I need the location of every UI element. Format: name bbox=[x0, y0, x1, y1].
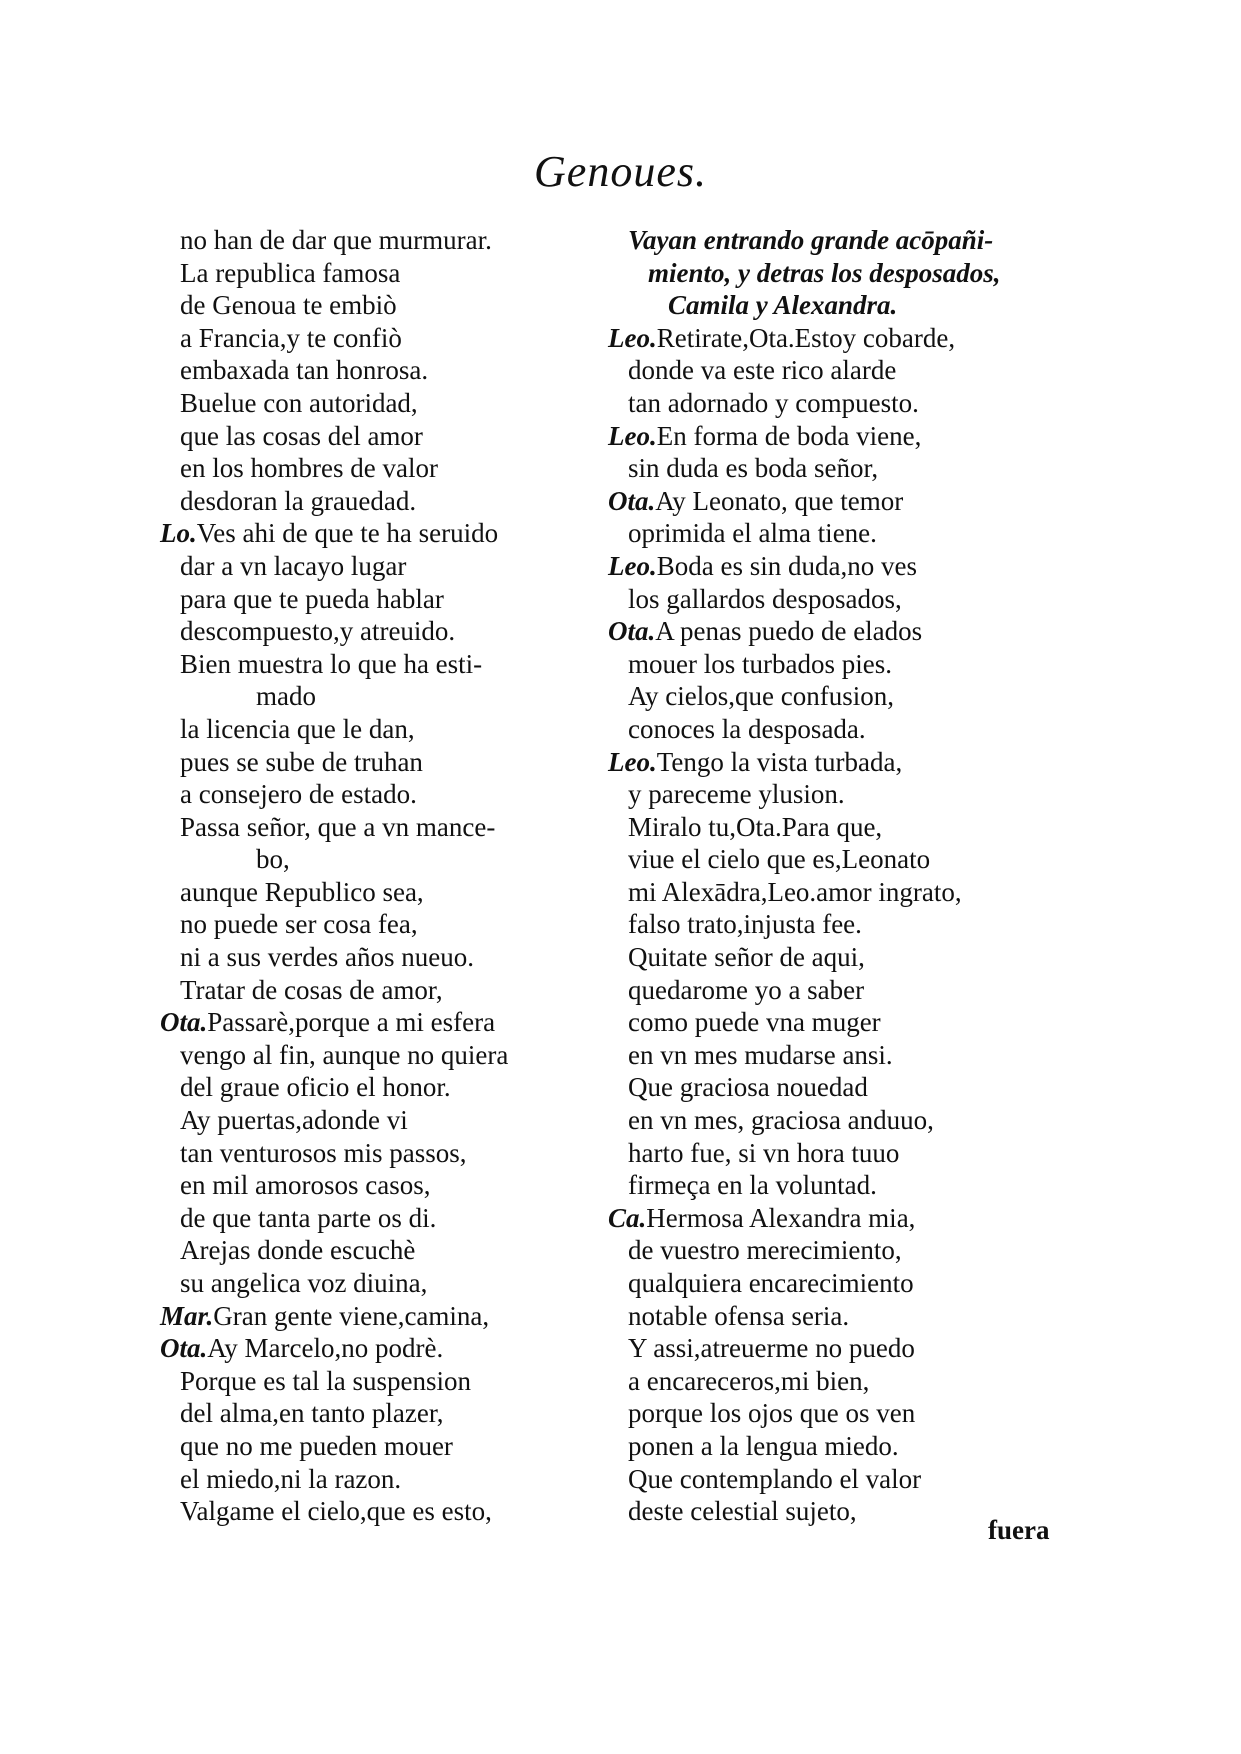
verse-text: Buelue con autoridad, bbox=[180, 387, 418, 418]
verse-text: a consejero de estado. bbox=[180, 779, 417, 810]
verse-text: tan adornado y compuesto. bbox=[628, 387, 919, 418]
verse-text: En forma de boda viene, bbox=[656, 420, 922, 451]
verse-text: desdoran la grauedad. bbox=[180, 485, 417, 516]
verse-text: La republica famosa bbox=[180, 257, 401, 288]
verse-text: Ay Marcelo,no podrè. bbox=[207, 1333, 444, 1364]
verse-text: Porque es tal la suspension bbox=[180, 1365, 471, 1396]
speaker-label: Ota. bbox=[608, 485, 656, 516]
verse-line bbox=[180, 485, 620, 518]
verse-text: Hermosa Alexandra mia, bbox=[646, 1202, 916, 1233]
speaker-label: Mar. bbox=[160, 1300, 214, 1331]
verse-text: Arejas donde escuchè bbox=[180, 1235, 416, 1266]
verse-text: como puede vna muger bbox=[628, 1007, 881, 1038]
stage-direction-line: miento, y detras los desposados, bbox=[648, 257, 1001, 288]
verse-line bbox=[160, 1006, 620, 1039]
verse-text: Passa señor, que a vn mance- bbox=[180, 811, 496, 842]
verse-text: su angelica voz diuina, bbox=[180, 1268, 428, 1298]
verse-line bbox=[180, 322, 620, 355]
verse-line bbox=[180, 1365, 620, 1398]
verse-text: del graue oficio el honor. bbox=[180, 1072, 451, 1103]
verse-line bbox=[180, 1202, 620, 1235]
verse-text: falso trato,injusta fee. bbox=[628, 909, 862, 940]
verse-line bbox=[628, 1234, 1058, 1267]
verse-text: mado bbox=[256, 681, 316, 712]
verse-text: Que graciosa nouedad bbox=[628, 1072, 868, 1103]
verse-line bbox=[628, 843, 1058, 876]
verse-line bbox=[628, 1104, 1058, 1137]
verse-line bbox=[160, 1300, 620, 1333]
speaker-label: Ota. bbox=[608, 616, 656, 647]
verse-text: viue el cielo que es,Leonato bbox=[628, 844, 931, 875]
verse-text: la licencia que le dan, bbox=[180, 713, 415, 744]
verse-line bbox=[180, 289, 620, 322]
verse-line bbox=[628, 1430, 1058, 1463]
verse-text: conoces la desposada. bbox=[628, 713, 866, 744]
verse-line bbox=[180, 1104, 620, 1137]
verse-line bbox=[180, 1039, 620, 1072]
stage-direction-line: Vayan entrando grande acōpañi- bbox=[628, 225, 994, 255]
verse-line bbox=[628, 583, 1058, 616]
speaker-label: Leo. bbox=[608, 322, 657, 353]
verse-line bbox=[180, 941, 620, 974]
verse-text: Bien muestra lo que ha esti- bbox=[180, 648, 483, 679]
verse-line bbox=[628, 1300, 1058, 1333]
verse-line bbox=[608, 420, 1058, 453]
verse-text: tan venturosos mis passos, bbox=[180, 1137, 467, 1168]
verse-text: Ves ahi de que te ha seruido bbox=[196, 518, 499, 549]
verse-line bbox=[628, 1071, 1058, 1104]
verse-line bbox=[180, 583, 620, 616]
verse-text: harto fue, si vn hora tuuo bbox=[628, 1137, 900, 1168]
verse-line bbox=[180, 1397, 620, 1430]
verse-text: para que te pueda hablar bbox=[180, 583, 444, 614]
verse-line bbox=[628, 1137, 1058, 1170]
verse-line bbox=[628, 680, 1058, 713]
verse-text: Retirate,Ota.Estoy cobarde, bbox=[656, 322, 956, 353]
verse-line bbox=[628, 648, 1058, 681]
left-column bbox=[160, 224, 620, 1528]
speaker-label: Ota. bbox=[160, 1007, 208, 1038]
verse-line bbox=[180, 648, 620, 681]
verse-line bbox=[180, 1169, 620, 1202]
verse-line bbox=[180, 778, 620, 811]
stage-direction-line: Camila y Alexandra. bbox=[668, 290, 898, 321]
speaker-label: Leo. bbox=[608, 746, 657, 777]
verse-text: deste celestial sujeto, bbox=[628, 1496, 857, 1527]
verse-text: Valgame el cielo,que es esto, bbox=[180, 1496, 492, 1527]
verse-line bbox=[628, 1332, 1058, 1365]
verse-line bbox=[180, 1234, 620, 1267]
speaker-label: Leo. bbox=[608, 420, 657, 451]
verse-text: Tengo la vista turbada, bbox=[656, 746, 903, 777]
verse-line bbox=[180, 550, 620, 583]
verse-text: Passarè,porque a mi esfera bbox=[207, 1007, 496, 1038]
verse-text: y pareceme ylusion. bbox=[628, 779, 845, 810]
verse-line bbox=[180, 1137, 620, 1170]
right-column bbox=[608, 224, 1058, 1528]
verse-line bbox=[608, 615, 1058, 648]
verse-text: sin duda es boda señor, bbox=[628, 453, 879, 484]
verse-text: firmeça en la voluntad. bbox=[628, 1170, 877, 1201]
verse-text: los gallardos desposados, bbox=[628, 583, 902, 614]
verse-line bbox=[180, 1430, 620, 1463]
verse-line bbox=[180, 1071, 620, 1104]
verse-line bbox=[628, 908, 1058, 941]
verse-line bbox=[160, 517, 620, 550]
verse-line bbox=[180, 257, 620, 290]
verse-text: a encareceros,mi bien, bbox=[628, 1365, 870, 1396]
verse-text: descompuesto,y atreuido. bbox=[180, 616, 456, 647]
verse-text: de que tanta parte os di. bbox=[180, 1202, 437, 1233]
verse-text: Gran gente viene,camina, bbox=[213, 1300, 490, 1331]
verse-line bbox=[160, 1332, 620, 1365]
verse-text: que las cosas del amor bbox=[180, 420, 423, 451]
verse-line bbox=[628, 452, 1058, 485]
verse-line bbox=[628, 713, 1058, 746]
verse-text: Ay puertas,adonde vi bbox=[180, 1105, 408, 1136]
verse-line bbox=[180, 908, 620, 941]
verse-text: en mil amorosos casos, bbox=[180, 1170, 431, 1201]
verse-text: porque los ojos que os ven bbox=[628, 1398, 916, 1429]
verse-line bbox=[628, 1397, 1058, 1430]
verse-text: ponen a la lengua miedo. bbox=[628, 1430, 899, 1461]
verse-text: A penas puedo de elados bbox=[655, 616, 923, 647]
verse-line bbox=[180, 876, 620, 909]
verse-text: en vn mes mudarse ansi. bbox=[628, 1039, 893, 1070]
verse-text: Tratar de cosas de amor, bbox=[180, 974, 443, 1005]
verse-text: mouer los turbados pies. bbox=[628, 648, 892, 679]
verse-text: de vuestro merecimiento, bbox=[628, 1235, 902, 1266]
verse-line bbox=[180, 452, 620, 485]
verse-text: dar a vn lacayo lugar bbox=[180, 550, 407, 581]
verse-line bbox=[628, 1463, 1058, 1496]
verse-line bbox=[180, 615, 620, 648]
verse-line bbox=[180, 746, 620, 779]
verse-line bbox=[180, 354, 620, 387]
verse-line bbox=[628, 1365, 1058, 1398]
verse-text: en los hombres de valor bbox=[180, 453, 438, 484]
verse-text: Boda es sin duda,no ves bbox=[656, 550, 917, 581]
verse-line bbox=[608, 550, 1058, 583]
verse-text: en vn mes, graciosa anduuo, bbox=[628, 1105, 934, 1136]
verse-text: vengo al fin, aunque no quiera bbox=[180, 1039, 509, 1070]
verse-line bbox=[180, 843, 620, 876]
verse-line bbox=[608, 746, 1058, 779]
verse-text: del alma,en tanto plazer, bbox=[180, 1398, 444, 1429]
verse-text: ni a sus verdes años nueuo. bbox=[180, 942, 474, 973]
verse-text: aunque Republico sea, bbox=[180, 876, 424, 907]
verse-line bbox=[628, 876, 1058, 909]
verse-line bbox=[628, 1169, 1058, 1202]
verse-line bbox=[628, 1039, 1058, 1072]
verse-text: Y assi,atreuerme no puedo bbox=[628, 1333, 915, 1364]
verse-line bbox=[628, 778, 1058, 811]
verse-text: Quitate señor de aqui, bbox=[628, 942, 865, 973]
verse-line bbox=[180, 420, 620, 453]
verse-text: Ay Leonato, que temor bbox=[655, 485, 904, 516]
speaker-label: Ca. bbox=[608, 1202, 647, 1233]
verse-text: donde va este rico alarde bbox=[628, 355, 897, 386]
verse-line bbox=[180, 1495, 620, 1528]
verse-text: embaxada tan honrosa. bbox=[180, 355, 429, 386]
verse-text: Que contemplando el valor bbox=[628, 1463, 922, 1494]
verse-line bbox=[180, 1267, 620, 1300]
verse-line bbox=[628, 1267, 1058, 1300]
verse-text: no puede ser cosa fea, bbox=[180, 909, 418, 940]
verse-line bbox=[628, 941, 1058, 974]
verse-text: el miedo,ni la razon. bbox=[180, 1463, 402, 1494]
verse-line bbox=[180, 1463, 620, 1496]
running-title: Genoues. bbox=[534, 147, 707, 196]
verse-text: notable ofensa seria. bbox=[628, 1300, 850, 1331]
verse-text: oprimida el alma tiene. bbox=[628, 518, 877, 549]
catchword: fuera bbox=[988, 1515, 1050, 1545]
verse-text: de Genoua te embiò bbox=[180, 290, 397, 321]
verse-line bbox=[180, 680, 620, 713]
verse-text: qualquiera encarecimiento bbox=[628, 1268, 914, 1298]
verse-line bbox=[628, 1006, 1058, 1039]
verse-text: Miralo tu,Ota.Para que, bbox=[628, 811, 883, 842]
verse-line bbox=[628, 517, 1058, 550]
verse-text: a Francia,y te confiò bbox=[180, 322, 402, 353]
verse-line bbox=[180, 713, 620, 746]
verse-line bbox=[608, 322, 1058, 355]
speaker-label: Ota. bbox=[160, 1333, 208, 1364]
speaker-label: Lo. bbox=[160, 518, 197, 549]
verse-line bbox=[180, 974, 620, 1007]
verse-text: quedarome yo a saber bbox=[628, 974, 865, 1005]
verse-line bbox=[628, 354, 1058, 387]
verse-text: bo, bbox=[256, 844, 290, 875]
verse-text: pues se sube de truhan bbox=[180, 746, 423, 777]
verse-text: mi Alexādra,Leo.amor ingrato, bbox=[628, 876, 962, 907]
verse-line bbox=[608, 485, 1058, 518]
verse-line bbox=[180, 387, 620, 420]
verse-line bbox=[628, 811, 1058, 844]
verse-text: Ay cielos,que confusion, bbox=[628, 681, 894, 712]
speaker-label: Leo. bbox=[608, 550, 657, 581]
verse-line bbox=[180, 811, 620, 844]
verse-text: no han de dar que murmurar. bbox=[180, 225, 492, 255]
verse-line bbox=[628, 974, 1058, 1007]
verse-line bbox=[180, 224, 620, 257]
verse-text: que no me pueden mouer bbox=[180, 1430, 453, 1461]
verse-line bbox=[608, 1202, 1058, 1235]
verse-line bbox=[628, 387, 1058, 420]
